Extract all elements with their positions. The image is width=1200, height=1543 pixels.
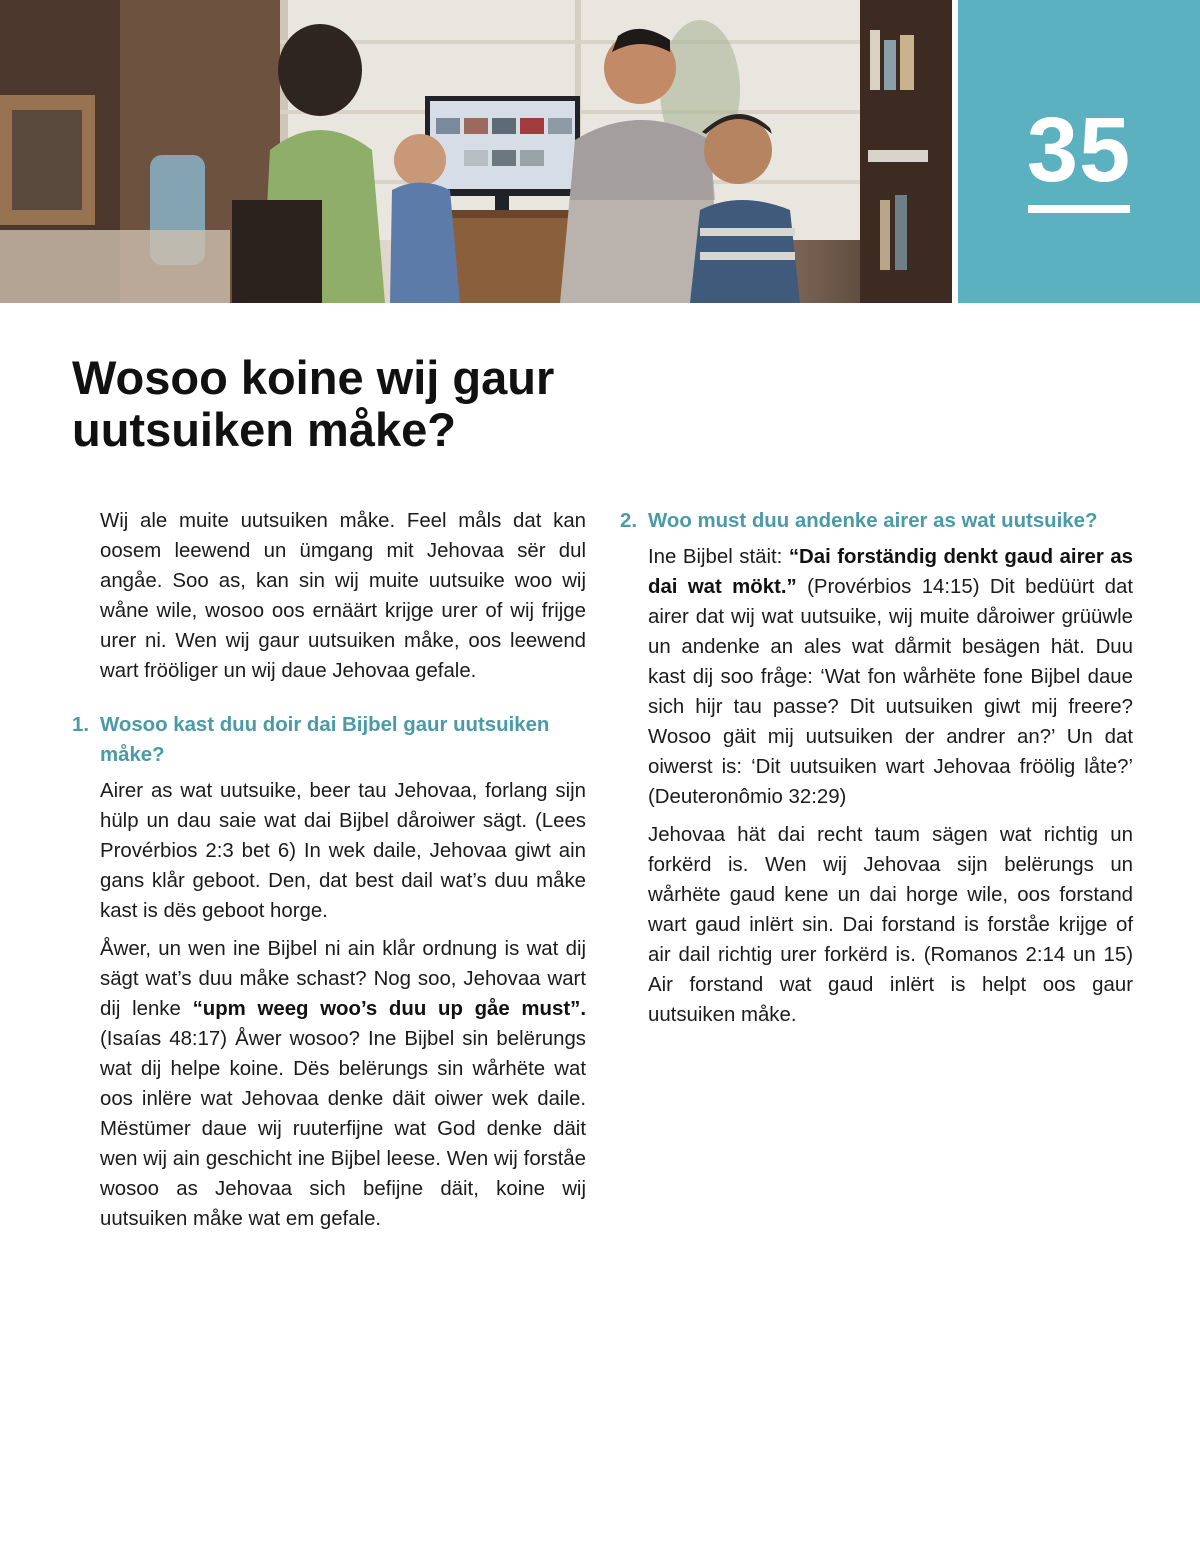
q1-p2-text-b: (Isaías 48:17) Åwer wosoo? Ine Bijbel sin belërungs wat dij helpe koine. Dës belërungs sin wårhëte wat oos inlëre wat Jehovaa denke däit oiwer wek daile. Mëstümer daue wij ruuterfijne wat God denke däit wen wij ain geschicht ine Bijbel leese. Wen wij forståe wosoo as Jehovaa sich befijne däit, koine wij uutsuiken måke wat em gefale.	[100, 1028, 586, 1230]
family-at-computer-illustration	[0, 0, 952, 303]
question-2-paragraph-1	[648, 542, 1133, 812]
right-column	[620, 506, 1133, 1038]
left-column	[72, 506, 586, 1242]
question-2-number: 2.	[620, 510, 638, 532]
question-2-heading	[620, 506, 1133, 536]
q1-p2-text-a: Åwer, un wen ine Bijbel ni ain klår ordnung is wat dij sägt wat’s duu måke schast? Nog soo, Jehovaa wart dij lenke	[100, 938, 586, 1020]
q1-p2-quote: “upm weeg woo’s duu up gåe must”.	[192, 998, 587, 1020]
q2-p1-quote: “Dai forständig denkt gaud airer as dai wat mökt.”	[648, 546, 1133, 598]
page-title: Wosoo koine wij gaur uutsuiken måke?	[72, 351, 555, 456]
question-1-paragraph-2	[100, 934, 586, 1234]
q2-p1-text-a: Ine Bijbel stäit:	[648, 546, 789, 568]
question-1-text: Wosoo kast duu doir dai Bijbel gaur uutsuiken måke?	[100, 714, 550, 766]
chapter-badge	[958, 0, 1200, 303]
chapter-number: 35	[1026, 99, 1132, 201]
question-1-heading	[72, 710, 586, 770]
question-2-paragraph-2: Jehovaa hät dai recht taum sägen wat richtig un forkërd is. Wen wij Jehovaa sijn belërungs un wårhëte gaud kene un dai horge wile, oos forstand wart gaud inlërt sin. Dai forstand is forståe krijge of air dail richtig urer forkërd is. (Romanos 2:14 un 15) Air forstand wat gaud inlërt is helpt oos gaur uutsuiken måke.	[648, 824, 1133, 1026]
question-2-text: Woo must duu andenke airer as wat uutsuike?	[648, 510, 1098, 532]
header-photo	[0, 0, 952, 303]
q2-p1-text-b: (Provérbios 14:15) Dit bedüürt dat airer dat wij wat uutsuike, wij muite dåroiwer grüüwle un andenke an ales wat dårmit besägen hät. Duu kast dij soo fråge: ‘Wat fon wårhëte fone Bijbel daue sich hijr tau passe? Dit uutsuiken giwt mij freere? Wosoo gäit mij uutsuiken der andrer an?’ Un dat oiwerst is: ‘Dit uutsuiken wart Jehovaa fröölig låte?’ (Deuteronômio 32:29)	[648, 576, 1133, 808]
chapter-rule	[1028, 205, 1130, 213]
question-1-number: 1.	[72, 714, 90, 736]
intro-paragraph: Wij ale muite uutsuiken måke. Feel måls dat kan oosem leewend un ümgang mit Jehovaa sër dul angåe. Soo as, kan sin wij muite uutsuike woo wij wåne wile, wosoo oos ernäärt krijge urer of wij frijge urer ni. Wen wij gaur uutsuiken måke, oos leewend wart frööliger un wij daue Jehovaa gefale.	[100, 510, 586, 682]
question-1-paragraph-1: Airer as wat uutsuike, beer tau Jehovaa, forlang sijn hülp un dau saie wat dai Bijbel dåroiwer sägt. (Lees Provérbios 2:3 bet 6) In wek daile, Jehovaa giwt ain gans klår geboot. Den, dat best dail wat’s duu måke kast is dës geboot horge.	[100, 780, 586, 922]
